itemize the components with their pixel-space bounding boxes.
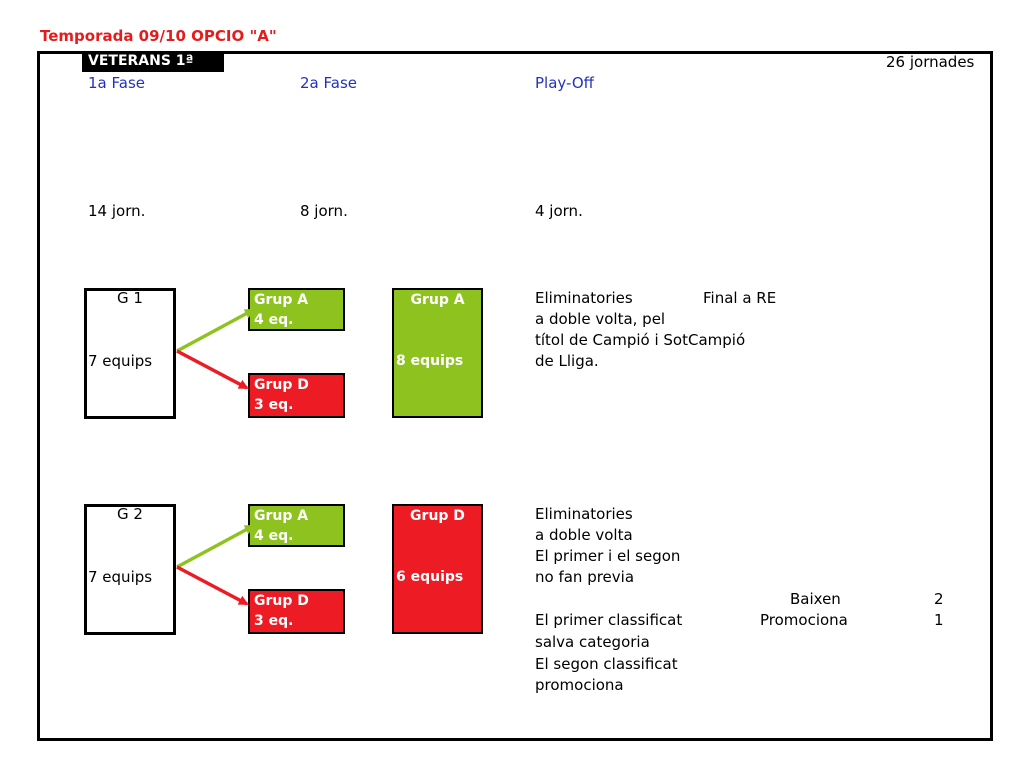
group-2-count: 7 equips xyxy=(88,568,153,586)
promociona-value: 1 xyxy=(934,611,944,629)
group-2-playoff-line-4: no fan previa xyxy=(535,568,635,586)
phase-1-jornades: 14 jorn. xyxy=(88,202,146,220)
group-2-title: G 2 xyxy=(117,505,143,523)
total-jornades: 26 jornades xyxy=(886,53,975,71)
group-2-arrow-to-grup-d xyxy=(177,567,247,604)
group-2-grup-d-title: Grup D xyxy=(254,593,309,609)
group-2-grup-a-count: 4 eq. xyxy=(254,528,294,544)
group-1-arrow-to-grup-d xyxy=(177,351,247,388)
playoff-label: Play-Off xyxy=(535,74,594,92)
group-1-playoff-line-4: de Lliga. xyxy=(535,352,599,370)
phase-1-label: 1a Fase xyxy=(88,74,145,92)
group-2-result-line-4: promociona xyxy=(535,676,624,694)
group-1-title: G 1 xyxy=(117,289,143,307)
group-1-grup-d-title: Grup D xyxy=(254,377,309,393)
group-1-playoff-line-2: a doble volta, pel xyxy=(535,310,666,328)
group-2-grup-d-count: 3 eq. xyxy=(254,613,294,629)
group-2-grup-a-title: Grup A xyxy=(254,508,309,524)
group-2-playoff-line-3: El primer i el segon xyxy=(535,547,681,565)
baixen-label: Baixen xyxy=(790,590,841,608)
group-2-playoff-line-2: a doble volta xyxy=(535,526,633,544)
group-1-arrow-to-grup-a xyxy=(177,310,253,351)
group-1-second-phase-title: Grup A xyxy=(410,292,465,308)
group-1-grup-a-title: Grup A xyxy=(254,292,309,308)
group-1-playoff-line-3: títol de Campió i SotCampió xyxy=(535,331,746,349)
group-2-playoff-line-1: Eliminatories xyxy=(535,505,633,523)
group-2-result-line-3: El segon classificat xyxy=(535,655,678,673)
group-2-result-line-2: salva categoria xyxy=(535,633,650,651)
phase-2-label: 2a Fase xyxy=(300,74,357,92)
playoff-jornades: 4 jorn. xyxy=(535,202,583,220)
group-1-grup-a-count: 4 eq. xyxy=(254,312,294,328)
group-1-second-phase-count: 8 equips xyxy=(396,353,464,369)
group-1-grup-d-count: 3 eq. xyxy=(254,397,294,413)
baixen-value: 2 xyxy=(934,590,944,608)
phase-2-jornades: 8 jorn. xyxy=(300,202,348,220)
group-2-result-line-1: El primer classificat xyxy=(535,611,683,629)
group-1-final-note: Final a RE xyxy=(703,289,777,307)
category-badge: VETERANS 1ª xyxy=(82,51,224,72)
group-2-arrow-to-grup-a xyxy=(177,526,253,567)
page-title: Temporada 09/10 OPCIO "A" xyxy=(40,27,277,45)
group-1-playoff-line-1: Eliminatories xyxy=(535,289,633,307)
group-2-second-phase-title: Grup D xyxy=(410,508,465,524)
group-2-second-phase-count: 6 equips xyxy=(396,569,464,585)
promociona-label: Promociona xyxy=(760,611,848,629)
group-1-count: 7 equips xyxy=(88,352,153,370)
